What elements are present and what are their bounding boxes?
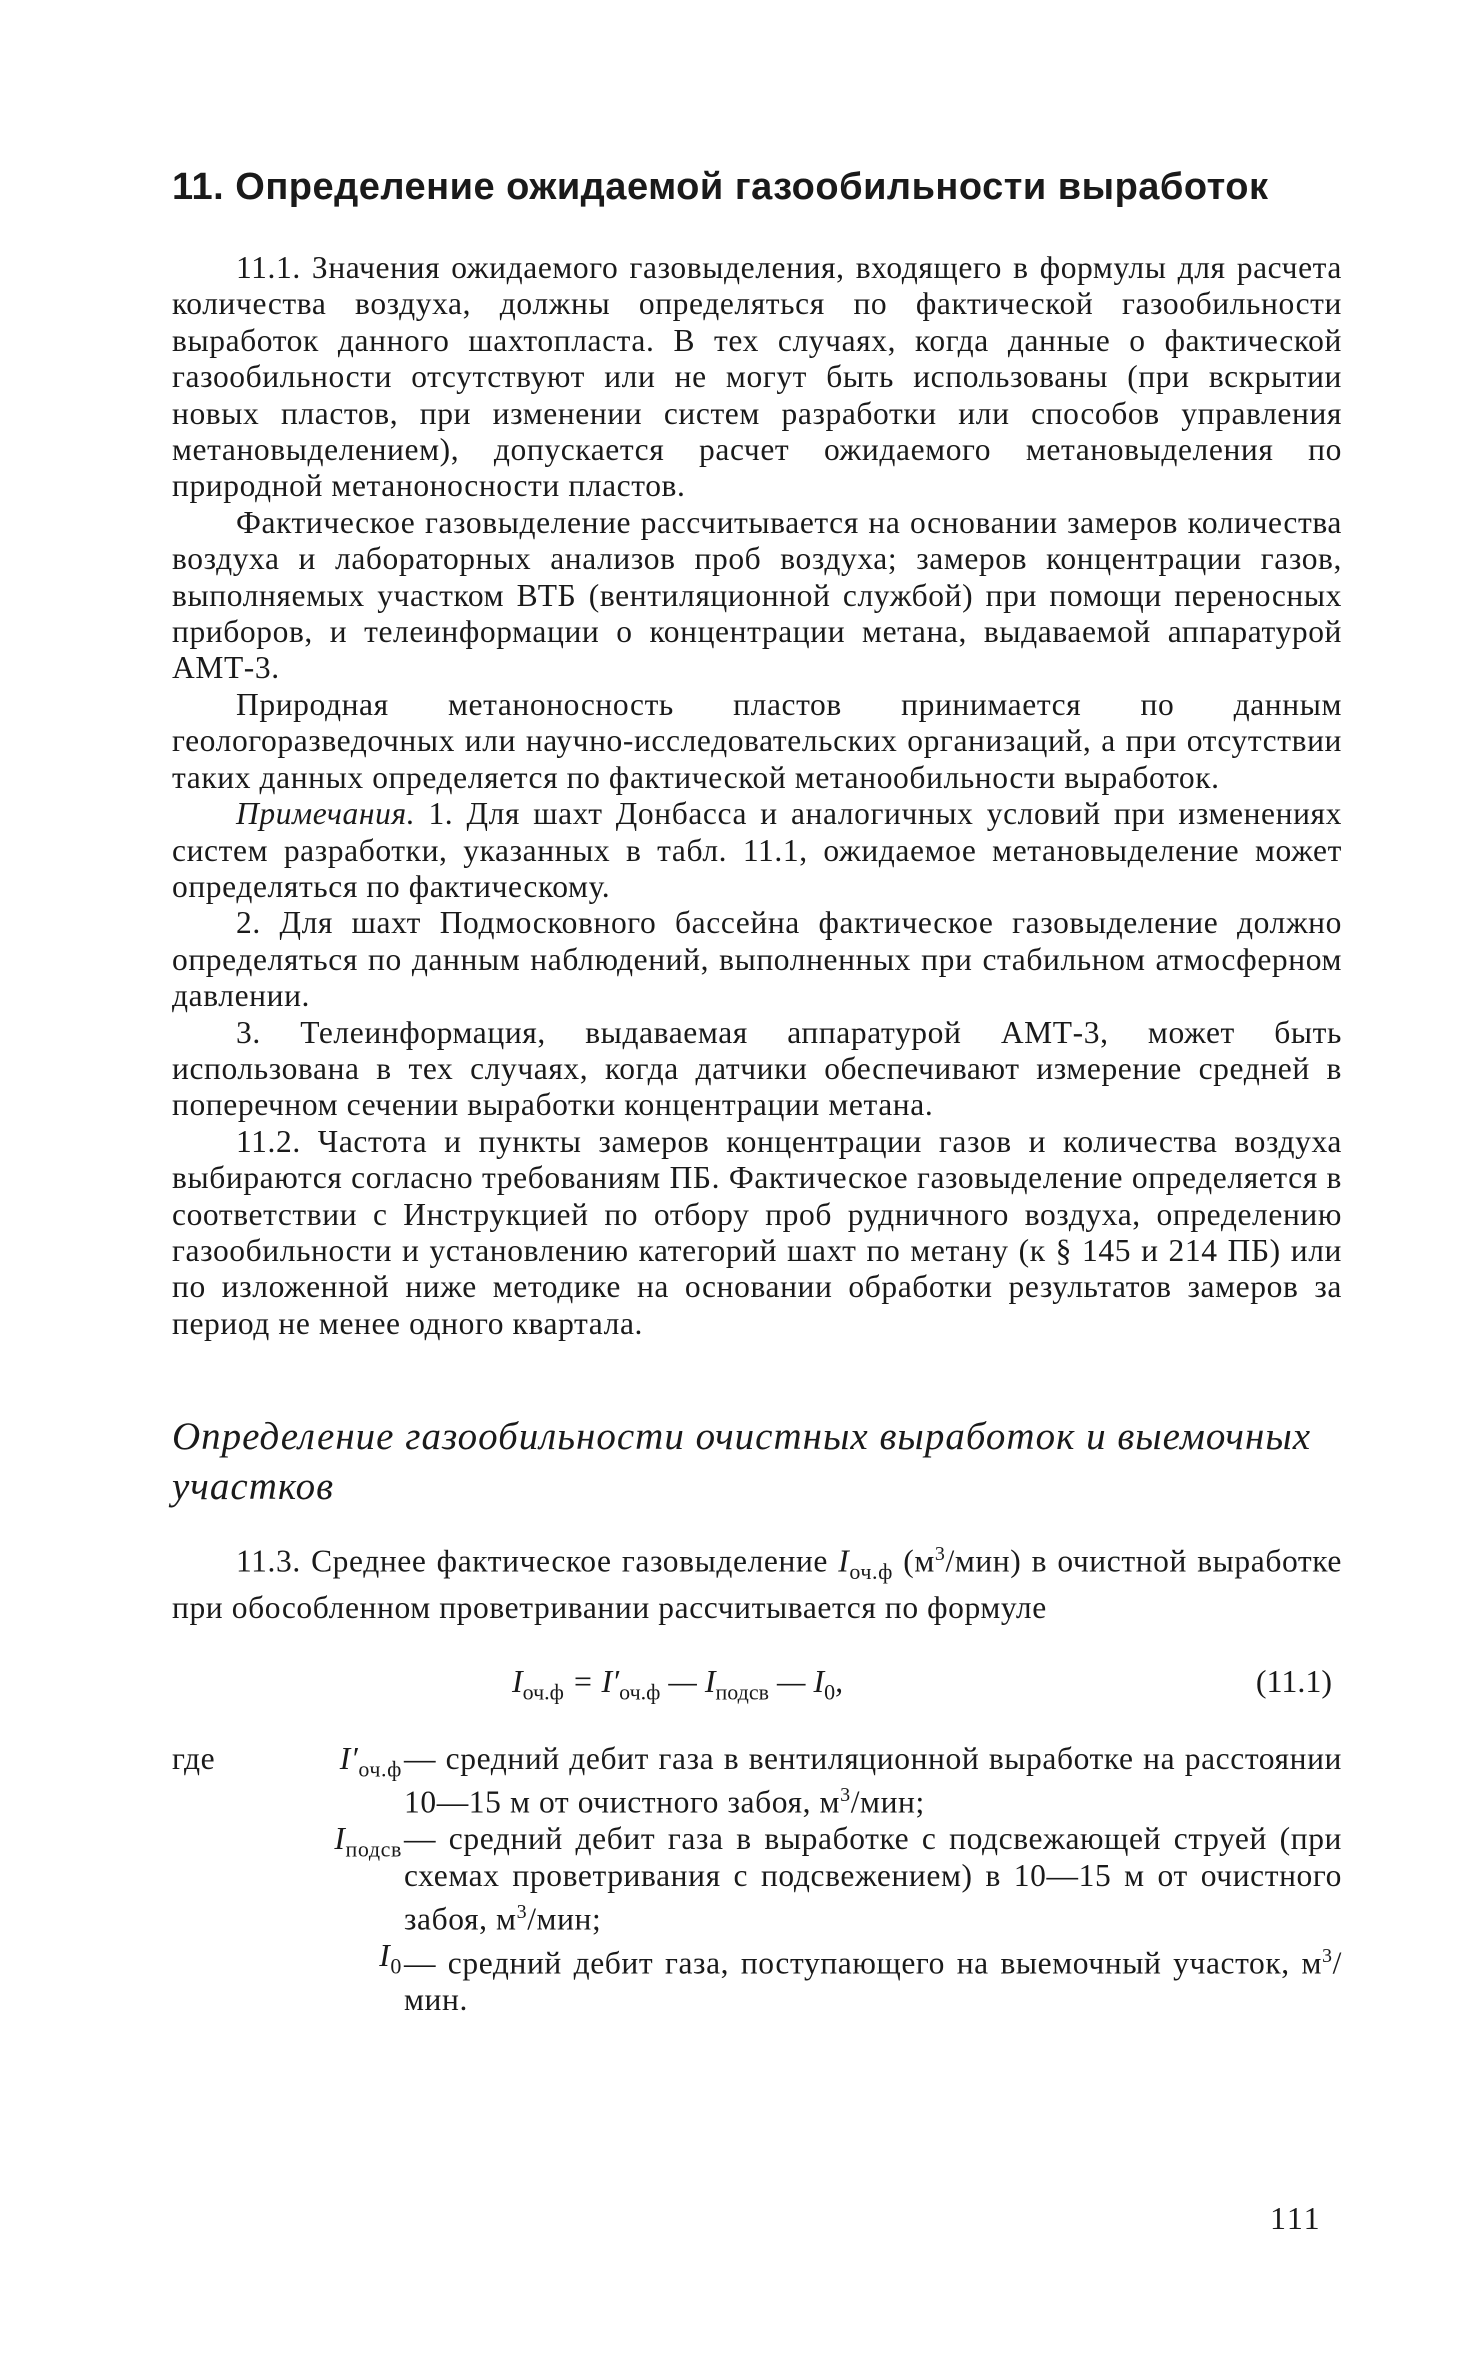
formula-number: (11.1) xyxy=(1255,1662,1332,1699)
definition-text: — средний дебит газа в вентиляционной выработке на расстоянии 10—15 м от очистного забоя, $м^3$/мин; xyxy=(404,1740,1342,1820)
definition-row xyxy=(172,1821,1342,1938)
definition-text: — средний дебит газа в выработке с подсвежающей струей (при схемах проветривания с подсвежением) в 10—15 м от очистного забоя, $м^3$/мин; xyxy=(404,1821,1342,1937)
definition-symbol: $I_0$ xyxy=(379,1937,402,1979)
formula-expression: $I_{оч.ф} = I'_{оч.ф}$ — $I_{подсв}$ — $I_0$, xyxy=(512,1662,844,1705)
definition-symbol: $I_{подсв}$ xyxy=(334,1821,402,1862)
paragraph-11-1: 11.1. Значения ожидаемого газовыделения, входящего в формулы для расчета количества воздуха, должны определяться по фактической газообильности выработок данного шахтопласта. В тех случаях, когда данные о фактической газообильности отсутствуют или не могут быть использованы (при вскрытии новых пластов, при изменении систем разработки или способов управления метановыделением), допускается расчет ожидаемого метановыделения по природной метаноносности пластов. xyxy=(172,250,1342,504)
note-2: 2. Для шахт Подмосковного бассейна фактическое газовыделение должно определяться по данным наблюдений, выполненных при стабильном атмосферном давлении. xyxy=(172,905,1342,1014)
formula-definitions xyxy=(172,1741,1342,2018)
formula-11-1 xyxy=(172,1653,1342,1723)
subsection-title: Определение газообильности очистных выработок и выемочных участков xyxy=(172,1415,1312,1509)
definition-row xyxy=(172,1741,1342,1821)
paragraph-actual-gas: Фактическое газовыделение рассчитывается на основании замеров количества воздуха и лабораторных анализов проб воздуха; замеров концентрации газов, выполняемых участком ВТБ (вентиляционной службой) при помощи переносных приборов, и телеинформации о концентрации метана, выдаваемой аппаратурой АМТ-3. xyxy=(172,504,1342,686)
document-page xyxy=(172,160,1342,2018)
paragraph-natural-methane: Природная метаноносность пластов принимается по данным геологоразведочных или научно-исследовательских организаций, а при отсутствии таких данных определяется по фактической метанообильности выработок. xyxy=(172,686,1342,795)
page-number: 111 xyxy=(1270,2200,1322,2236)
note-1-text: 1. Для шахт Донбасса и аналогичных условий при изменениях систем разработки, указанных в табл. 11.1, ожидаемое метановыделение может определяться по фактическому. xyxy=(172,796,1342,904)
paragraph-11-2: 11.2. Частота и пункты замеров концентрации газов и количества воздуха выбираются согласно требованиям ПБ. Фактическое газовыделение определяется в соответствии с Инструкцией по отбору проб рудничного воздуха, определению газообильности и установлению категорий шахт по метану (к § 145 и 214 ПБ) или по изложенной ниже методике на основании обработки результатов замеров за период не менее одного квартала. xyxy=(172,1123,1342,1341)
definition-symbol: $I'_{оч.ф}$ xyxy=(339,1740,402,1782)
notes-label: Примечания. xyxy=(236,796,416,832)
paragraph-11-3: 11.3. Среднее фактическое газовыделение $I_{оч.ф}$ $(м^3/мин)$ в очистной выработке при обособленном проветривании рассчитывается по формуле xyxy=(172,1543,1342,1626)
note-1 xyxy=(172,796,1342,905)
note-3: 3. Телеинформация, выдаваемая аппаратурой АМТ-3, может быть использована в тех случаях, когда датчики обеспечивают измерение средней в поперечном сечении выработки концентрации метана. xyxy=(172,1014,1342,1123)
where-label: где xyxy=(172,1740,216,1776)
section-title: 11. Определение ожидаемой газообильности выработок xyxy=(172,166,1269,208)
definition-row xyxy=(172,1938,1342,2018)
definition-text: — средний дебит газа, поступающего на выемочный участок, $м^3$/мин. xyxy=(404,1944,1342,2017)
